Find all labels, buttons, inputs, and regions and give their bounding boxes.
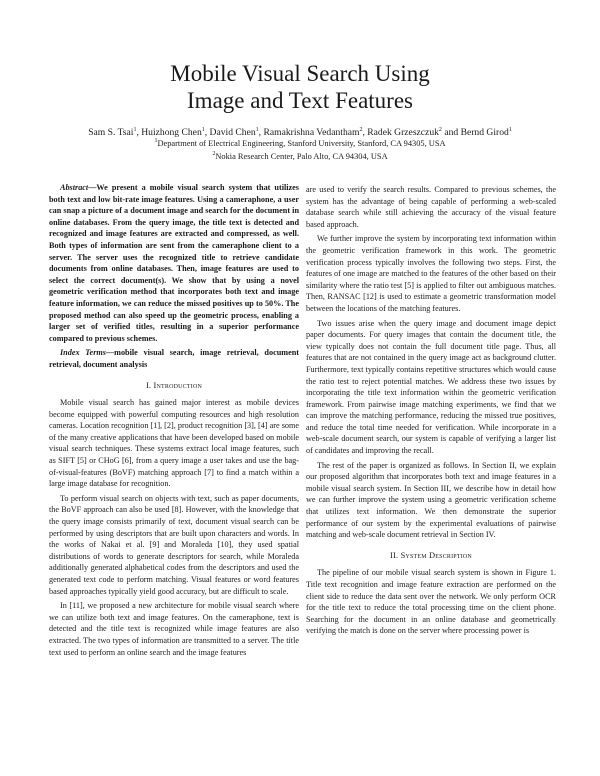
abstract (49, 182, 299, 371)
section-heading: I. Introduction (145, 380, 203, 390)
author-affiliation-mark: 1 (133, 126, 137, 133)
author-affiliation-mark: 2 (359, 126, 363, 133)
author-affiliation-mark: 1 (201, 126, 205, 133)
author-affiliation-mark: 1 (255, 126, 259, 133)
abstract-label: Abstract (60, 183, 89, 192)
author-name: Huizhong Chen (141, 127, 202, 138)
index-terms-label: Index Terms (60, 348, 106, 358)
right-column (306, 184, 556, 640)
affiliation-1: $^1$Department of Electrical Engineering, Stanford University, Stanford, CA 94305, USA (154, 138, 446, 148)
author-name: Sam S. Tsai (88, 127, 134, 138)
author-list: Sam S. Tsai$^1$, Huizhong Chen$^1$, David Chen$^1$, Ramakrishna Vedantham$^2$, Radek Grzeszczuk$^2$ and Bernd Girod$^1$ (88, 126, 512, 138)
paragraph: To perform visual search on objects with text, such as paper documents, the BoVF approach can also be used [8]. However, with the knowledge that the query image consists primarily of text, document visual search can be performed by using descriptors that are built upon characters and words. In the works of Nakai et al. [9] and Moraleda [10], they used spatial distributions of words to generate descriptors for search, while Moraleda additionally generated alphabetical codes from the descriptors and used the generated text code to perform matching. Visual features or word features based approaches typically yield good accuracy, but are difficult to scale. (49, 493, 299, 596)
author-name: Ramakrishna Vedantham (263, 127, 360, 138)
paper-title-line-2: Image and Text Features (187, 88, 413, 113)
affiliation-2: $^2$Nokia Research Center, Palo Alto, CA 94304, USA (212, 151, 388, 161)
author-name: David Chen (209, 127, 256, 138)
paragraph: In [11], we proposed a new architecture for mobile visual search where we can utilize both text and image features. On the cameraphone, text is detected and the title text is recognized while image features are also extracted. The two types of information are transmitted to a server. The title text used to perform an online search and the image features (49, 601, 299, 657)
paragraph: Two issues arise when the query image and document image depict paper documents. For query images that contain the document title, the view typically does not contain the full document title page. Thus, all features that are not contained in the query image act as background clutter. Furthermore, text typically contains repetitive structures which would cause the ratio test to reject potential matches. We address these two issues by incorporating the title text information within the geometric verification framework. From pairwise image matching experiments, we find that we can improve the matching performance, reducing the missed true positives, and reduce the total time needed for verification. While incorporate in a web-scale document search, our system is capable of verifying a larger list of candidates and improving the recall. (306, 318, 556, 456)
paragraph: are used to verify the search results. Compared to previous schemes, the system has the advantage of being capable of performing a web-scaled database search while still achieving the accuracy of the visual feature based approach. (306, 185, 556, 229)
paper-title-line-1: Mobile Visual Search Using (170, 61, 430, 86)
paragraph: Mobile visual search has gained major interest as mobile devices become equipped with powerful computing resources and high resolution cameras. Location recognition [1], [2], product recognition [3], [4] are some of the many creative applications that have been developed based on mobile visual search techniques. These systems extract local image features, such as SIFT [5] or CHoG [6], from a query image a user takes and use the bag-of-visual-features (BoVF) matching approach [7] to find a match within a large image database for recognition. (49, 398, 299, 489)
paragraph: We further improve the system by incorporating text information within the geometric verification framework in this work. The geometric verification process typically involves the following two steps. First, the features of one image are matched to the features of the other based on their similarity where the ratio test [5] is applied to filter out ambiguous matches. Then, RANSAC [12] is used to estimate a geometric transformation model between the locations of the matching features. (306, 234, 556, 313)
author-name: Radek Grzeszczuk (367, 127, 439, 138)
paragraph: The pipeline of our mobile visual search system is shown in Figure 1. Title text recognition and image feature extraction are performed on the client side to reduce the data sent over the network. We only perform OCR for the title text to reduce the total processing time on the client phone. Searching for the document in an online database and geometrically verifying the match is done on the server where processing power is (306, 568, 556, 636)
author-affiliation-mark: 2 (438, 126, 442, 133)
paragraph: The rest of the paper is organized as follows. In Section II, we explain our proposed algorithm that incorporates both text and image features in a mobile visual search system. In Section III, we describe how in detail how we can further improve the system using a geometric verification scheme that utilizes text information. We then demonstrate the superior performance of our system by the experimental evaluations of pairwise matching and web-scale document retrieval in Section IV. (306, 460, 556, 540)
author-name: Bernd Girod (460, 127, 509, 138)
author-affiliation-mark: 1 (508, 126, 512, 133)
abstract-text: —We present a mobile visual search system that utilizes both text and low bit-rate image features. Using a cameraphone, a user can snap a picture of a document image and search for the document in online databases. From the query image, the title text is detected and recognized and image features are extracted and compressed, as well. Both types of information are sent from the cameraphone client to a server. The server uses the recognized title to retrieve candidate documents from online databases. Then, image features are used to select the correct document(s). We show that by using a novel geometric verification method that incorporates both text and image feature information, we can reduce the missed positives up to 50%. The proposed method can also speed up the geometric process, enabling a larger set of verified titles, resulting in a superior performance compared to previous schemes. (49, 183, 299, 343)
left-column (49, 182, 299, 661)
index-terms-text: —mobile visual search, image retrieval, document retrieval, document analysis (49, 348, 299, 369)
section-heading: II. System Description (390, 550, 472, 560)
